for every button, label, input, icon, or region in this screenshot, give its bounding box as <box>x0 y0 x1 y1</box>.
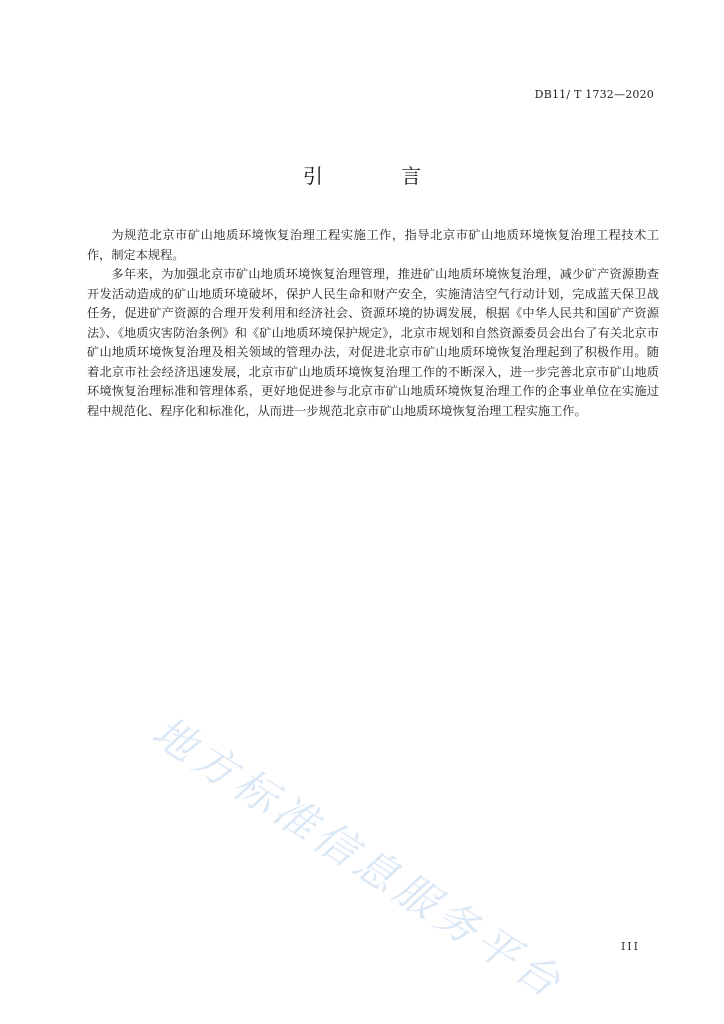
watermark-text: 地方标准信息服务平台 <box>143 706 574 1010</box>
introduction-body <box>87 226 659 421</box>
page-number: III <box>620 940 640 953</box>
paragraph-1: 为规范北京市矿山地质环境恢复治理工程实施工作，指导北京市矿山地质环境恢复治理工程技术工作，制定本规程。 <box>87 228 659 262</box>
standard-code: DB11/ T 1732—2020 <box>534 88 654 101</box>
paragraph-2: 多年来，为加强北京市矿山地质环境恢复治理管理，推进矿山地质环境恢复治理，减少矿产资源勘查开发活动造成的矿山地质环境破坏，保护人民生命和财产安全，实施清洁空气行动计划，完成蓝天保卫战任务，促进矿产资源的合理开发利用和经济社会、资源环境的协调发展，根据《中华人民共和国矿产资源法》、《地质灾害防治条例》和《矿山地质环境保护规定》，北京市规划和自然资源委员会出台了有关北京市矿山地质环境恢复治理及相关领域的管理办法，对促进北京市矿山地质环境恢复治理起到了积极作用。随着北京市社会经济迅速发展，北京市矿山地质环境恢复治理工作的不断深入，进一步完善北京市矿山地质环境恢复治理标准和管理体系，更好地促进参与北京市矿山地质环境恢复治理工作的企事业单位在实施过程中规范化、程序化和标准化，从而进一步规范北京市矿山地质环境恢复治理工程实施工作。 <box>87 267 659 418</box>
page-title: 引 言 <box>302 164 458 188</box>
